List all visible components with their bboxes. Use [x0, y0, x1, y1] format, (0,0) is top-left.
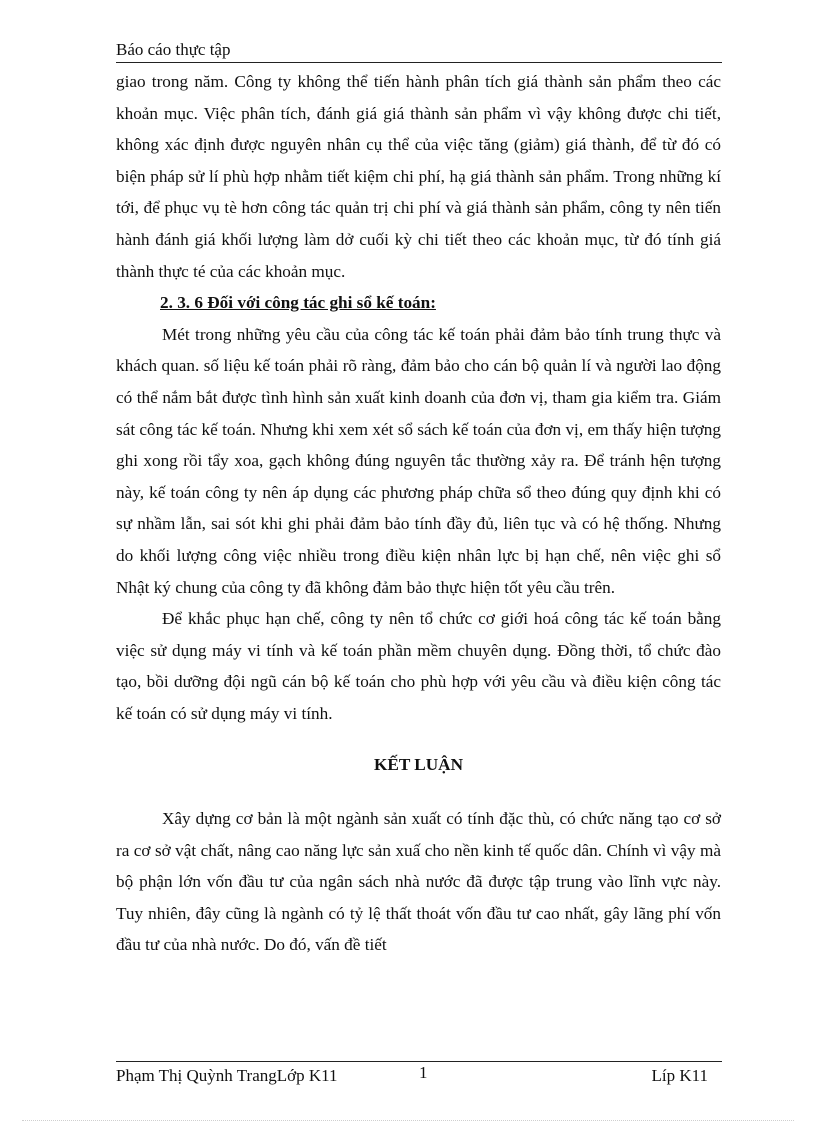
conclusion-title: KẾT LUẬN	[374, 755, 463, 775]
paragraph-recommendation: Để khắc phục hạn chế, công ty nên tổ chức cơ giới hoá công tác kế toán bằng việc sử dụng máy vi tính và kế toán phần mềm chuyên dụng. Đồng thời, tổ chức đào tạo, bồi dưỡng đội ngũ cán bộ kế toán cho phù hợp với yêu cầu và điều kiện công tác kế toán có sử dụng máy vi tính.	[116, 609, 721, 723]
paragraph-conclusion: Xây dựng cơ bản là một ngành sản xuất có tính đặc thù, có chức năng tạo cơ sở ra cơ sở vật chất, nâng cao năng lực sản xuấ cho nền kinh tế quốc dân. Chính vì vậy mà bộ phận lớn vốn đầu tư của ngân sách nhà nước đã được tập trung vào lĩnh vực này. Tuy nhiên, đây cũng là ngành có tỷ lệ thất thoát vốn đầu tư cao nhất, gây lãng phí vốn đầu tư của nhà nước. Do đó, vấn đề tiết	[116, 809, 721, 955]
footer-class: Líp K11	[651, 1066, 708, 1085]
page-body	[116, 66, 721, 961]
footer-author: Phạm Thị Quỳnh TrangLớp K11	[116, 1066, 338, 1085]
page-edge-divider	[22, 1120, 794, 1121]
page-number: 1	[419, 1063, 428, 1082]
running-header: Báo cáo thực tập	[116, 40, 231, 59]
paragraph-continued: giao trong năm. Công ty không thể tiến hành phân tích giá thành sản phẩm theo các khoản mục. Việc phân tích, đánh giá giá thành sản phẩm vì vậy không được chi tiết, không xác định được nguyên nhân cụ thể của việc tăng (giảm) giá thành, để từ đó có biện pháp sử lí phù hợp nhằm tiết kiệm chi phí, hạ giá thành sản phẩm. Trong những kí tới, để phục vụ tè hơn công tác quản trị chi phí và giá thành sản phẩm, công ty nên tiến hành đánh giá khối lượng làm dở cuối kỳ chi tiết theo các khoản mục, từ đó tính giá thành thực té của các khoản mục.	[116, 72, 721, 281]
paragraph-bookkeeping: Mét trong những yêu cầu của công tác kế toán phải đảm bảo tính trung thực và khách quan. số liệu kế toán phải rõ ràng, đảm bảo cho cán bộ quản lí và người lao động có thể nắm bắt được tình hình sản xuất kinh doanh của đơn vị, tham gia kiểm tra. Giám sát công tác kế toán. Nhưng khi xem xét sổ sách kế toán của đơn vị, em thấy hiện tượng ghi xong rồi tẩy xoa, gạch không đúng nguyên tắc thường xảy ra. Để tránh hện tượng này, kế toán công ty nên áp dụng các phương pháp chữa sổ theo đúng quy định khi có sự nhầm lẫn, sai sót khi ghi phải đảm bảo tính đầy đủ, liên tục và có hệ thống. Nhưng do khối lượng công việc nhiều trong điều kiện nhân lực bị hạn chế, nên việc ghi sổ Nhật ký chung của công ty đã không đảm bảo thực hiện tốt yêu cầu trên.	[116, 324, 721, 597]
footer-divider	[116, 1061, 722, 1062]
section-heading: 2. 3. 6 Đối với công tác ghi sổ kế toán:	[160, 293, 436, 313]
header-divider	[116, 62, 722, 63]
